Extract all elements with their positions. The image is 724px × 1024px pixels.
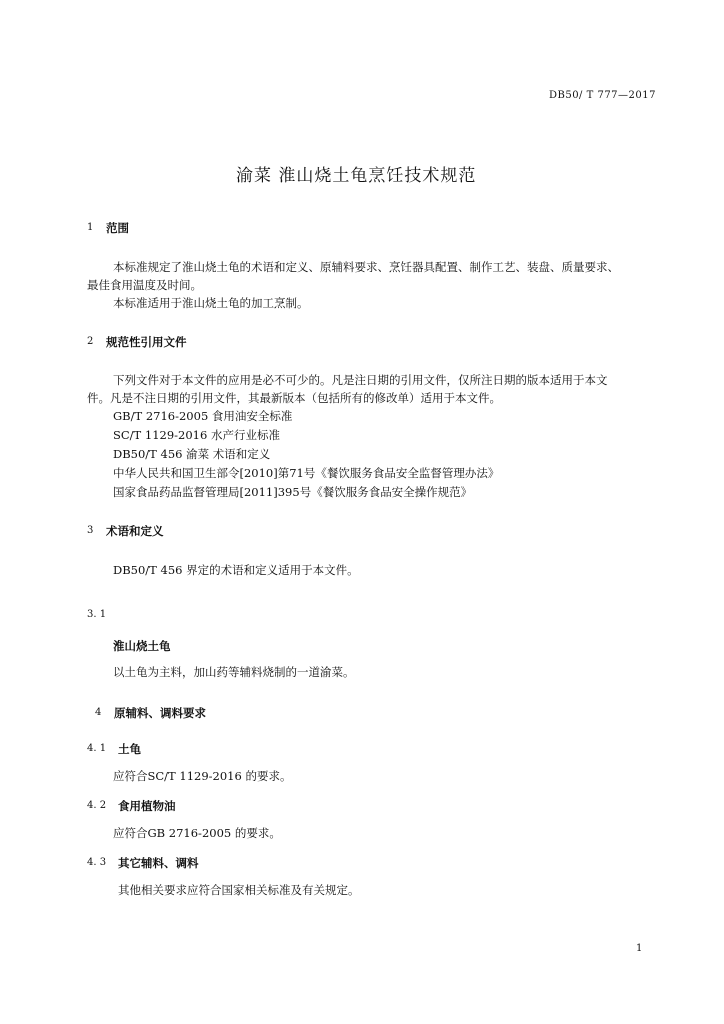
section-1-title: 范围: [106, 221, 129, 235]
section-1-number: 1: [87, 222, 94, 233]
term-definition: 以土龟为主料，加山药等辅料烧制的一道渝菜。: [113, 665, 355, 679]
section-2-para-1: 下列文件对于本文件的应用是必不可少的。凡是注日期的引用文件，仅所注日期的版本适用于本文: [113, 373, 608, 387]
section-3-para: DB50/T 456 界定的术语和定义适用于本文件。: [113, 563, 359, 577]
page-number: 1: [636, 943, 643, 954]
reference-item: 国家食品药品监督管理局[2011]395号《餐饮服务食品安全操作规范》: [113, 485, 473, 499]
reference-item: GB/T 2716-2005 食用油安全标准: [113, 409, 293, 423]
subsection-number: 4. 1: [87, 743, 107, 754]
subsection-text: 应符合SC/T 1129-2016 的要求。: [113, 769, 292, 783]
section-1-para-2: 最佳食用温度及时间。: [87, 278, 202, 292]
reference-item: DB50/T 456 渝菜 术语和定义: [113, 447, 271, 461]
reference-item: 中华人民共和国卫生部令[2010]第71号《餐饮服务食品安全监督管理办法》: [113, 466, 500, 480]
term-title: 淮山烧土龟: [113, 639, 171, 653]
section-2-para-2: 件。凡是不注日期的引用文件，其最新版本（包括所有的修改单）适用于本文件。: [87, 391, 501, 405]
subsection-number: 4. 2: [87, 800, 107, 811]
subsection-title: 食用植物油: [118, 799, 176, 813]
section-1-para-1: 本标准规定了淮山烧土龟的术语和定义、原辅料要求、烹饪器具配置、制作工艺、装盘、质量要求、: [113, 260, 619, 274]
section-4-title: 原辅料、调料要求: [114, 706, 206, 720]
section-4-number: 4: [95, 707, 102, 718]
reference-item: SC/T 1129-2016 水产行业标准: [113, 428, 280, 442]
document-title: 渝菜 淮山烧土龟烹饪技术规范: [236, 166, 477, 186]
subsection-title: 土龟: [118, 742, 141, 756]
standard-code: DB50/ T 777—2017: [548, 90, 656, 101]
section-3-title: 术语和定义: [106, 524, 164, 538]
section-2-title: 规范性引用文件: [106, 335, 187, 349]
section-1-para-3: 本标准适用于淮山烧土龟的加工烹制。: [113, 296, 309, 310]
subsection-3-1-number: 3. 1: [87, 609, 107, 620]
section-3-number: 3: [87, 525, 94, 536]
section-2-number: 2: [87, 336, 94, 347]
subsection-number: 4. 3: [87, 857, 107, 868]
subsection-text: 应符合GB 2716-2005 的要求。: [113, 826, 281, 840]
subsection-title: 其它辅料、调料: [118, 856, 199, 870]
subsection-text: 其他相关要求应符合国家相关标准及有关规定。: [118, 883, 360, 897]
